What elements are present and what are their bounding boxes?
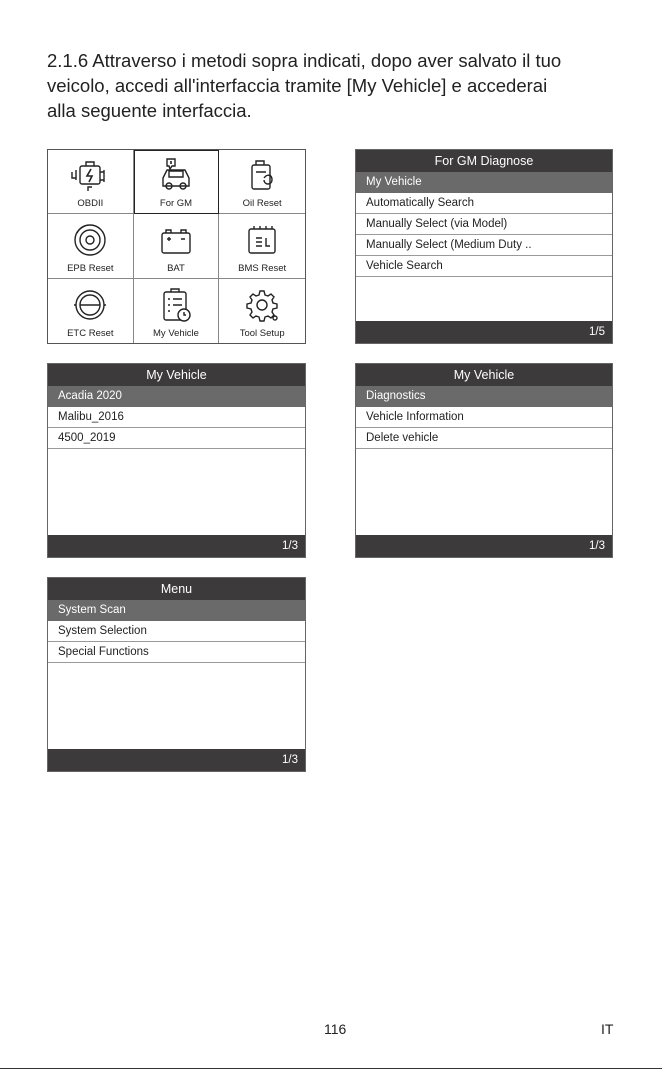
grid-item-oil-reset[interactable]: [219, 150, 305, 214]
page-indicator: 1/3: [48, 535, 305, 557]
menu-list: [356, 172, 612, 277]
language-tag: IT: [601, 1021, 614, 1037]
list-item[interactable]: Automatically Search: [356, 193, 612, 214]
grid-item-label: ETC Reset: [67, 328, 114, 339]
grid-item-label: BAT: [167, 262, 185, 274]
grid-item-label: My Vehicle: [153, 328, 199, 339]
gear-icon: [240, 286, 284, 324]
list-item[interactable]: Vehicle Search: [356, 256, 612, 277]
grid-item-label: For GM: [159, 198, 193, 210]
screen-title: For GM Diagnose: [356, 150, 612, 172]
list-item[interactable]: System Selection: [48, 621, 305, 642]
menu-list: [356, 386, 612, 449]
intro-line: alla seguente interfaccia.: [47, 100, 252, 121]
engine-icon: [68, 156, 112, 194]
grid-item-label: OBDII: [77, 198, 104, 210]
grid-item-epb-reset[interactable]: [48, 214, 134, 278]
list-item[interactable]: 4500_2019: [48, 428, 305, 449]
list-item[interactable]: Diagnostics: [356, 386, 612, 407]
list-item[interactable]: My Vehicle: [356, 172, 612, 193]
bms-icon: [240, 221, 284, 259]
menu-list: [48, 386, 305, 449]
grid-item-obdii[interactable]: [48, 150, 134, 214]
list-item[interactable]: System Scan: [48, 600, 305, 621]
screen-title: Menu: [48, 578, 305, 600]
list-item[interactable]: Manually Select (Medium Duty ..: [356, 235, 612, 256]
list-item[interactable]: Manually Select (via Model): [356, 214, 612, 235]
intro-paragraph: [47, 48, 627, 123]
home-icon-grid: [47, 149, 306, 344]
grid-item-my-vehicle[interactable]: [134, 279, 220, 343]
my-vehicle-list-screen: [47, 363, 306, 558]
page-indicator: 1/3: [48, 749, 305, 771]
page-indicator: 1/5: [356, 321, 612, 343]
intro-line: veicolo, accedi all'interfaccia tramite [My Vehicle] e accederai: [47, 75, 548, 96]
my-vehicle-options-screen: [355, 363, 613, 558]
intro-line: 2.1.6 Attraverso i metodi sopra indicati, dopo aver salvato il tuo: [47, 50, 562, 71]
grid-item-bms-reset[interactable]: [219, 214, 305, 278]
menu-list: [48, 600, 305, 663]
system-menu-screen: [47, 577, 306, 772]
screen-title: My Vehicle: [356, 364, 612, 386]
page-indicator: 1/3: [356, 535, 612, 557]
oil-can-icon: [240, 156, 284, 194]
clipboard-icon: [154, 286, 198, 324]
list-item[interactable]: Vehicle Information: [356, 407, 612, 428]
brake-disc-icon: [68, 221, 112, 259]
list-item[interactable]: Malibu_2016: [48, 407, 305, 428]
grid-item-for-gm[interactable]: [134, 150, 220, 214]
grid-item-bat[interactable]: [134, 214, 220, 278]
list-item[interactable]: Acadia 2020: [48, 386, 305, 407]
grid-item-label: EPB Reset: [67, 262, 114, 274]
grid-item-label: Oil Reset: [242, 198, 282, 210]
list-item[interactable]: Special Functions: [48, 642, 305, 663]
list-item[interactable]: Delete vehicle: [356, 428, 612, 449]
bottom-divider: [0, 1068, 662, 1069]
car-icon: [154, 156, 198, 194]
page-number: 116: [324, 1021, 347, 1037]
screen-title: My Vehicle: [48, 364, 305, 386]
gm-diagnose-screen: [355, 149, 613, 344]
grid-item-etc-reset[interactable]: [48, 279, 134, 343]
battery-icon: [154, 221, 198, 259]
grid-item-label: Tool Setup: [239, 328, 285, 339]
grid-item-label: BMS Reset: [238, 262, 287, 274]
throttle-icon: [68, 286, 112, 324]
grid-item-tool-setup[interactable]: [219, 279, 305, 343]
